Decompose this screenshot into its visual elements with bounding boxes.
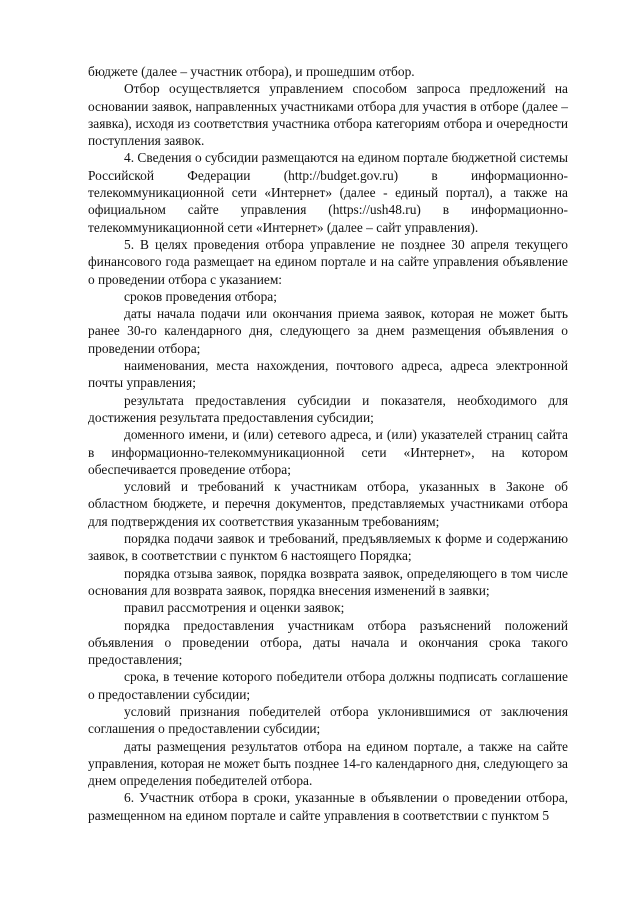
paragraph-continuation: бюджете (далее – участник отбора), и прошедшим отбор. — [88, 64, 415, 79]
paragraph-item-4: 4. Сведения о субсидии размещаются на едином портале бюджетной системы Российской Федерации (http://budget.gov.ru) в информационно-телекоммуникационной сети «Интернет» (далее - единый портал), а также на официальном сайте управления (https://ush48.ru) в информационно-телекоммуникационной сети «Интернет» (далее – сайт управления). — [88, 150, 568, 235]
list-item-rules: правил рассмотрения и оценки заявок; — [124, 600, 345, 616]
list-item-requirements: условий и требований к участникам отбора, указанных в Законе об областном бюджете, и перечня документов, представляемых участниками отбора для подтверждения их соответствия указанным требованиям; — [88, 479, 568, 529]
list-item-dates: даты начала подачи или окончания приема заявок, которая не может быть ранее 30-го календарного дня, следующего за днем размещения объявления о проведении отбора; — [88, 306, 568, 356]
list-item-withdrawal: порядка отзыва заявок, порядка возврата заявок, определяющего в том числе основания для возврата заявок, порядка внесения изменений в заявки; — [88, 565, 568, 598]
list-item-agreement-term: срока, в течение которого победители отбора должны подписать соглашение о предоставлении субсидии; — [88, 669, 568, 702]
list-item-results-date: даты размещения результатов отбора на едином портале, а также на сайте управления, которая не может быть позднее 14-го календарного дня, следующего за днем определения победителей отбора. — [88, 738, 568, 789]
list-item-evasion: условий признания победителей отбора уклонившимися от заключения соглашения о предоставлении субсидии; — [88, 703, 568, 737]
list-item-domain: доменного имени, и (или) сетевого адреса, и (или) указателей страниц сайта в информационно-телекоммуникационной сети «Интернет», на котором обеспечивается проведение отбора; — [88, 427, 568, 477]
paragraph-selection-method: Отбор осуществляется управлением способом запроса предложений на основании заявок, направленных участниками отбора для участия в отборе (далее – заявка), исходя из соответствия участника отбора категориям отбора и очередности поступления заявок. — [88, 81, 568, 149]
list-item-terms: сроков проведения отбора; — [124, 288, 277, 304]
paragraph-item-6: 6. Участник отбора в сроки, указанные в объявлении о проведении отбора, размещенном на едином портале и сайте управления в соответствии с пунктом 5 — [88, 790, 568, 823]
document-page — [88, 63, 568, 824]
list-item-result: результата предоставления субсидии и показателя, необходимого для достижения результата предоставления субсидии; — [88, 392, 568, 425]
paragraph-item-5: 5. В целях проведения отбора управление не позднее 30 апреля текущего финансового года размещает на едином портале и на сайте управления объявление о проведении отбора с указанием: — [88, 236, 568, 287]
list-item-submission: порядка подачи заявок и требований, предъявляемых к форме и содержанию заявок, в соответствии с пунктом 6 настоящего Порядка; — [88, 531, 568, 564]
list-item-address: наименования, места нахождения, почтового адреса, адреса электронной почты управления; — [88, 358, 568, 391]
list-item-clarifications: порядка предоставления участникам отбора разъяснений положений объявления о проведении отбора, даты начала и окончания срока такого предоставления; — [88, 617, 568, 668]
